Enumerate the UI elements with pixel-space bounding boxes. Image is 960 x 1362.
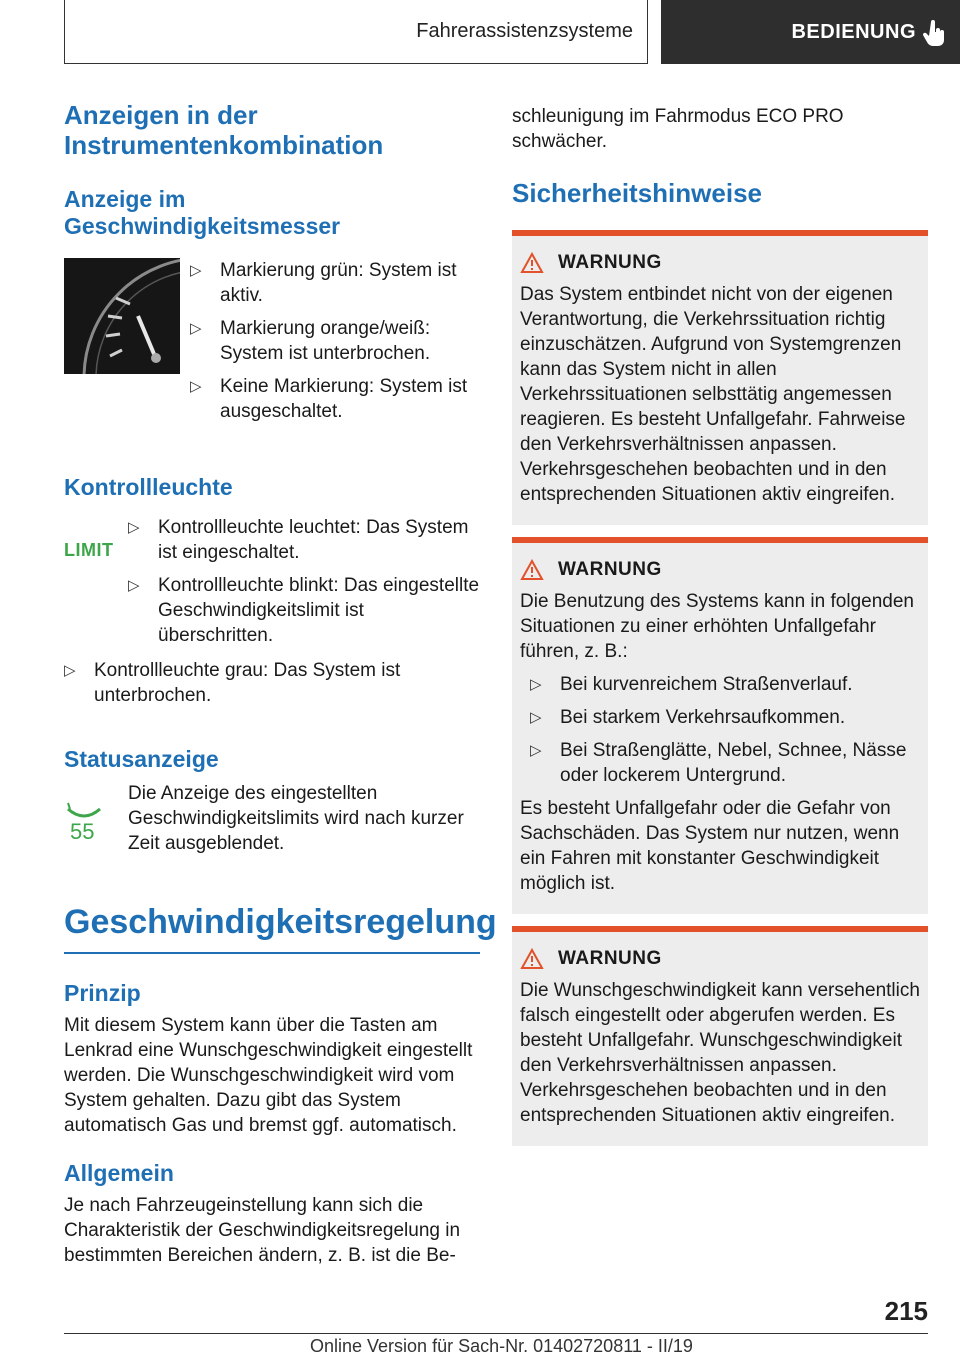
tacho-list (190, 258, 480, 432)
heading-statusanzeige: Statusanzeige (64, 746, 219, 772)
list-item: ▷ Markierung orange/weiß: System ist unterbrochen. (190, 316, 480, 366)
warning-box-3 (512, 926, 928, 1146)
continued-text: schleunigung im Fahrmodus ECO PRO schwächer. (512, 106, 844, 152)
heading-allgemein: Allgemein (64, 1160, 174, 1186)
warning-text: Das System entbindet nicht von der eigenen Verantwortung, die Verkehrssituation richtig einzuschätzen. Aufgrund von Systemgrenzen kann das System nicht in allen Verkehrssituationen selbsttätig angemessen reagieren. Es besteht Unfallgefahr. Fahrweise den Verkehrsverhältnissen anpassen. Verkehrsgeschehen beobachten und in den entsprechenden Situationen aktiv eingreifen. (520, 284, 906, 505)
warning-box-1 (512, 230, 928, 525)
warning-box-2 (512, 537, 928, 914)
warning-list (530, 672, 920, 788)
section-tab (661, 0, 960, 64)
kontroll-list (128, 515, 480, 656)
speedometer-image (64, 258, 180, 374)
warning-intro: Die Benutzung des Systems kann in folgenden Situationen zu einer erhöhten Unfallgefahr führen, z. B.: (520, 591, 914, 662)
heading-tacho: Anzeige im Geschwindigkeitsmesser (64, 186, 341, 239)
status-number: 55 (70, 819, 95, 843)
left-column (64, 100, 497, 1268)
speedometer-graphic (64, 258, 180, 374)
chapter-title: Fahrerassistenzsysteme (416, 20, 633, 42)
heading-sicherheitshinweise: Sicherheitshinweise (512, 178, 762, 208)
footer-online-version: Online Version für Sach-Nr. 01402720811 - II/19 (310, 1336, 693, 1356)
list-item: ▷ Kontrollleuchte blinkt: Das eingestellte Geschwindigkeitslimit ist überschritten. (128, 573, 480, 648)
list-item: ▷ Kontrollleuchte leuchtet: Das System ist eingeschaltet. (128, 515, 480, 565)
limit-icon: LIMIT (64, 540, 114, 560)
heading-kontrollleuchte: Kontrollleuchte (64, 474, 233, 500)
warning-header (520, 559, 920, 581)
prinzip-text: Mit diesem System kann über die Tasten am Lenkrad eine Wunschgeschwindigkeit eingestellt werden. Die Wunschgeschwindigkeit wird vom System gehalten. Dazu gibt das System automatisch Gas und bremst ggf. automatisch. (64, 1015, 473, 1136)
warning-header (520, 252, 920, 274)
heading-prinzip: Prinzip (64, 980, 141, 1006)
status-arc-icon (64, 799, 104, 843)
list-item: ▷ Markierung grün: System ist aktiv. (190, 258, 480, 308)
warning-text: Die Wunschgeschwindigkeit kann versehentlich falsch eingestellt oder abgerufen werden. Es besteht Unfallgefahr. Wunschgeschwindigkeit den Verkehrsverhältnissen anpassen. Verkehrsgeschehen beobachten und in den entsprechenden Situationen aktiv eingreifen. (520, 980, 920, 1126)
warning-label: WARNUNG (558, 948, 662, 969)
list-item: ▷ Kontrollleuchte grau: Das System ist unterbrochen. (64, 658, 474, 708)
right-column (512, 100, 928, 1146)
warning-triangle-icon (520, 252, 544, 274)
allgemein-text: Je nach Fahrzeugeinstellung kann sich die Charakteristik der Geschwindigkeitsregelung in bestimmten Bereichen ändern, z. B. ist die Be- (64, 1195, 461, 1266)
warning-label: WARNUNG (558, 252, 662, 273)
list-item: ▷ Bei kurvenreichem Straßenverlauf. (530, 672, 920, 697)
warning-triangle-icon (520, 559, 544, 581)
status-text: Die Anzeige des eingestellten Geschwindigkeitslimits wird nach kurzer Zeit ausgeblendet. (128, 783, 464, 854)
warning-outro: Es besteht Unfallgefahr oder die Gefahr von Sachschäden. Das System nur nutzen, wenn ein Fahren mit konstanter Geschwindigkeit möglich ist. (520, 798, 900, 894)
warning-header (520, 948, 920, 970)
section-title: BEDIENUNG (791, 20, 916, 43)
page-number: 215 (884, 1296, 928, 1326)
list-item: ▷ Bei starkem Verkehrsaufkommen. (530, 705, 920, 730)
heading-rule (64, 952, 480, 954)
kontroll-grau-list (64, 658, 474, 708)
list-item: ▷ Bei Straßenglätte, Nebel, Schnee, Nässe oder lockerem Untergrund. (530, 738, 920, 788)
heading-anzeigen: Anzeigen in der Instrumentenkombination (64, 100, 384, 160)
chapter-tab (64, 0, 648, 64)
footer-rule (64, 1333, 928, 1334)
pointing-hand-icon (922, 20, 946, 48)
warning-label: WARNUNG (558, 559, 662, 580)
heading-geschwindigkeitsregelung: Geschwindigkeitsregelung (64, 903, 497, 941)
warning-triangle-icon (520, 948, 544, 970)
speed-limit-status-icon (64, 781, 128, 848)
list-item: ▷ Keine Markierung: System ist ausgeschaltet. (190, 374, 480, 424)
